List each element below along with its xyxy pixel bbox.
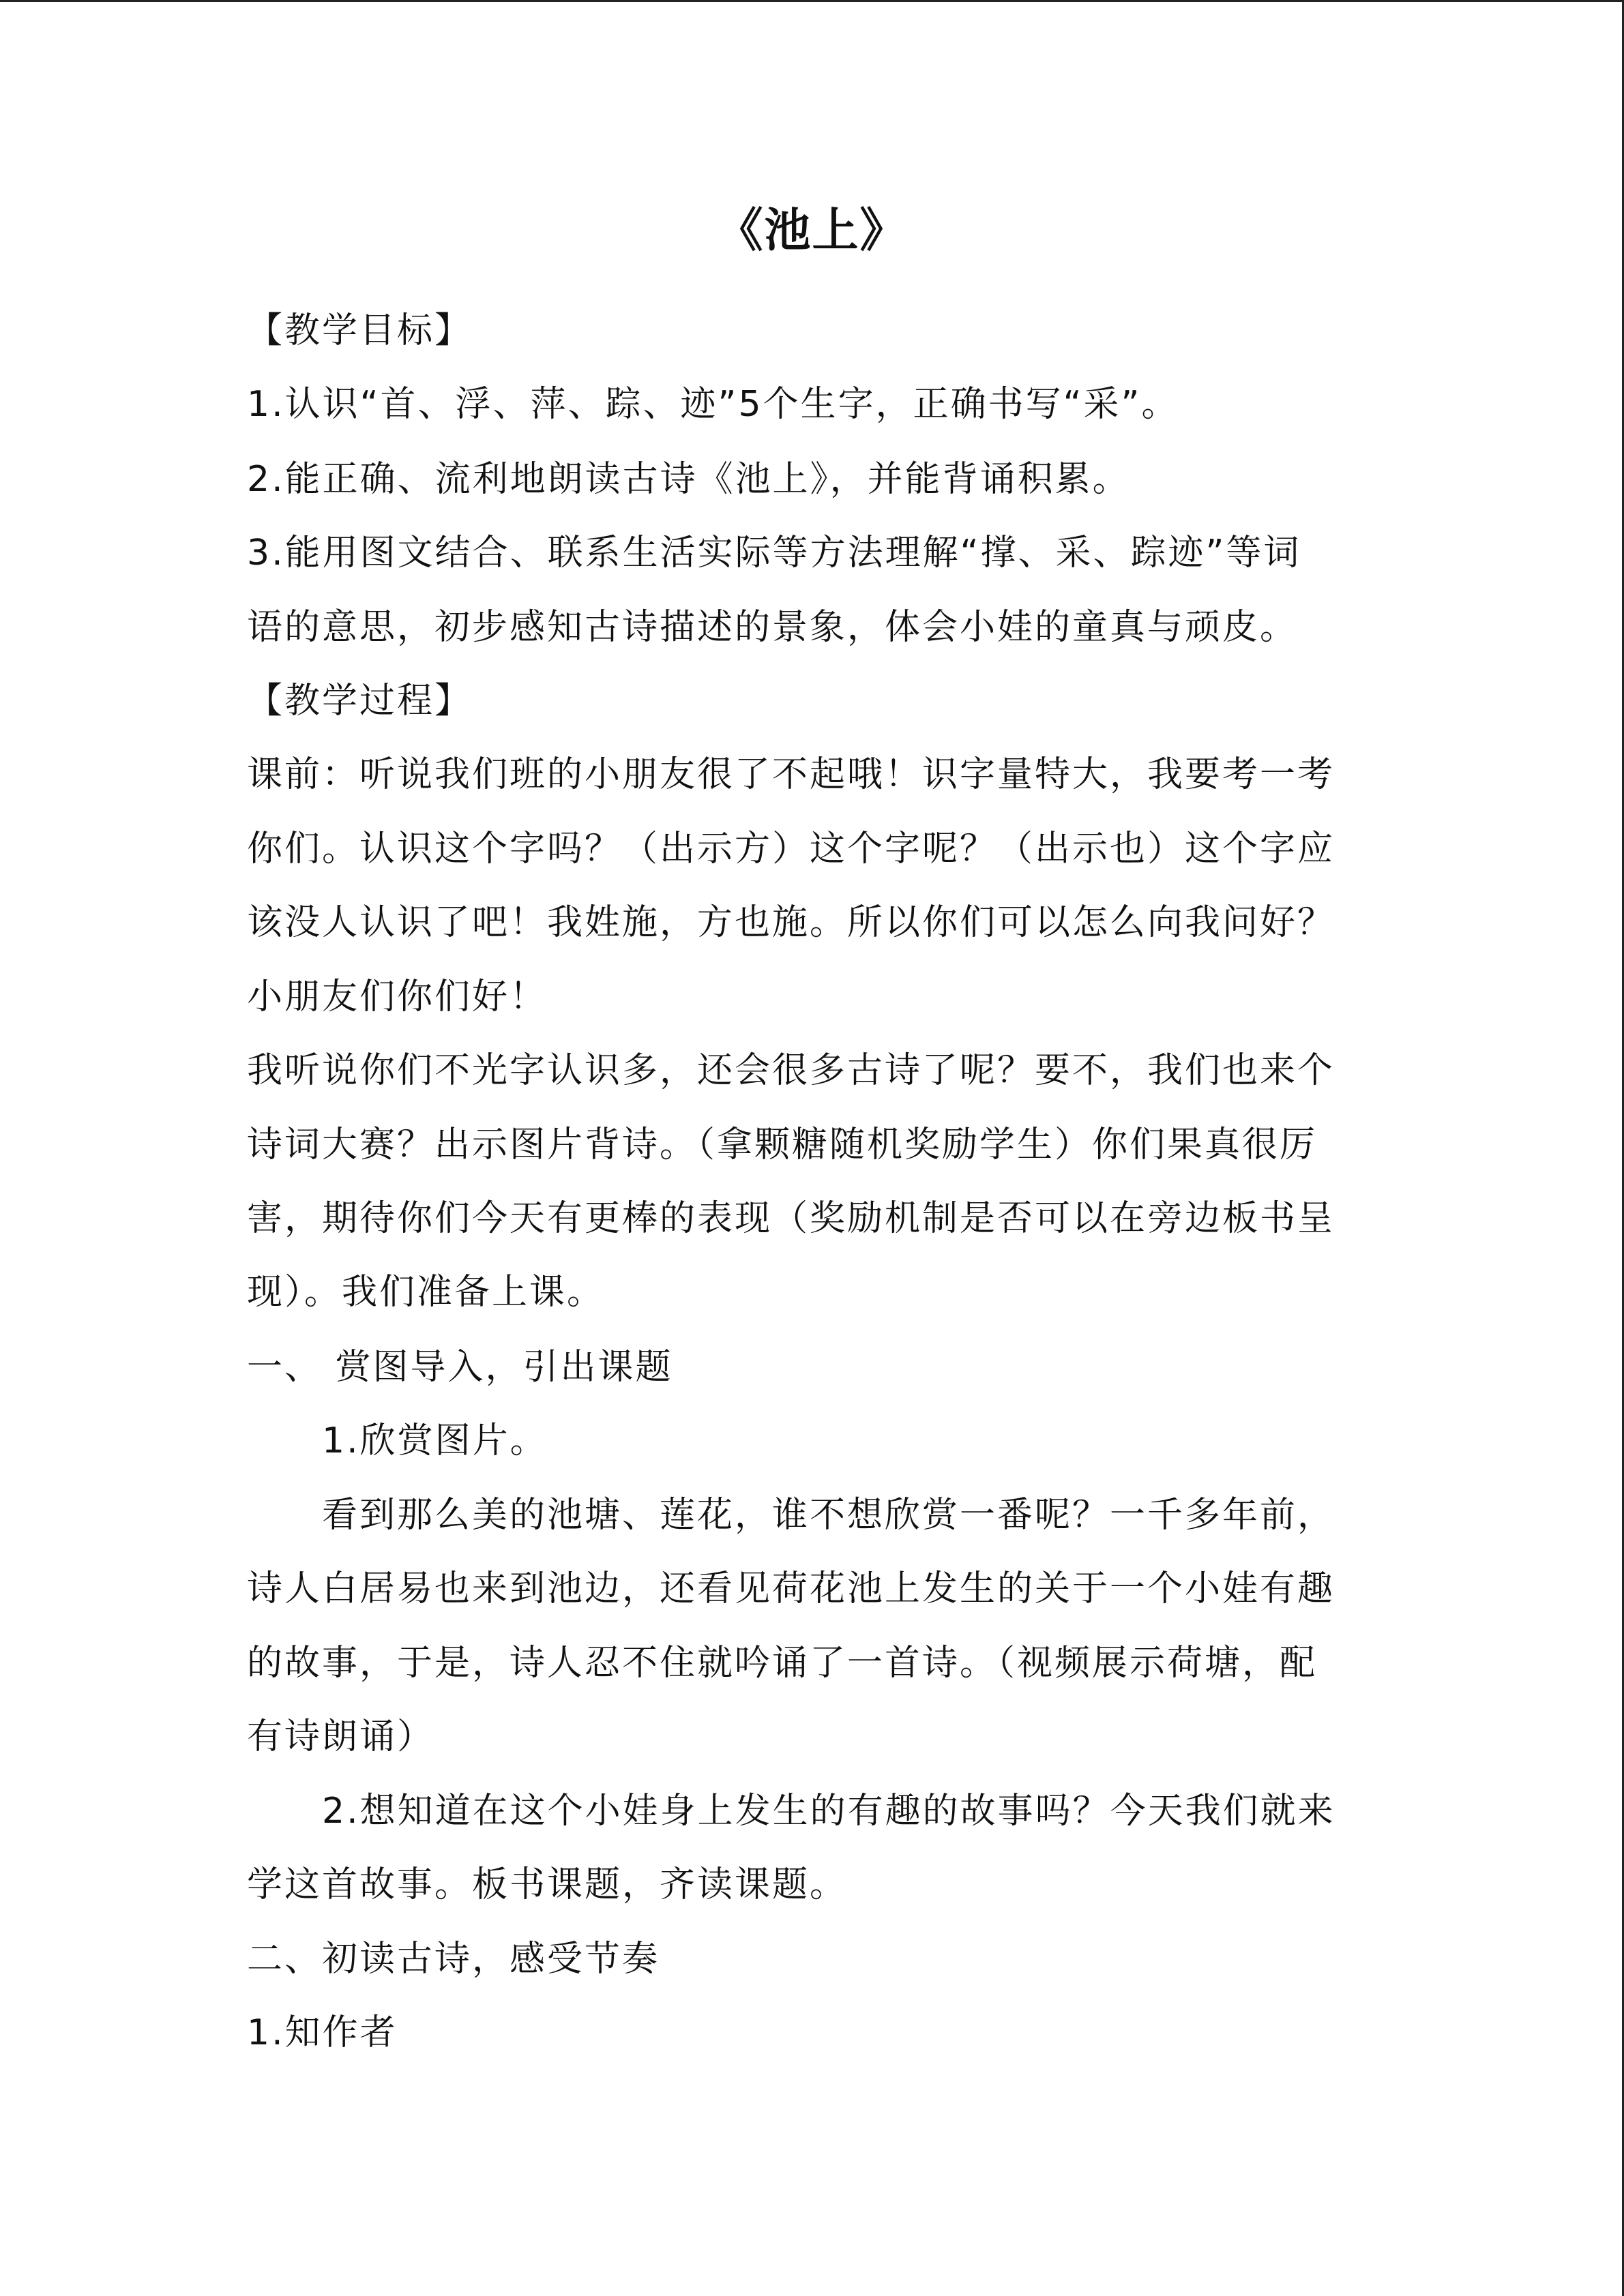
paragraph-line: 学这首故事。板书课题，齐读课题。 — [247, 1864, 848, 1905]
paragraph-line: 现）。我们准备上课。 — [247, 1272, 605, 1313]
section-heading-process: 【教学过程】 — [247, 681, 473, 721]
paragraph-line: 我听说你们不光字认识多，还会很多古诗了呢？要不，我们也来个 — [247, 1050, 1335, 1091]
step-heading: 1.欣赏图片。 — [322, 1420, 548, 1461]
paragraph-line: 诗人白居易也来到池边，还看见荷花池上发生的关于一个小娃有趣 — [247, 1568, 1335, 1609]
paragraph-line: 有诗朗诵） — [247, 1716, 435, 1757]
section-heading-two: 二、初读古诗，感受节奏 — [247, 1939, 660, 1980]
paragraph-line: 你们。认识这个字吗？（出示方）这个字呢？（出示也）这个字应 — [247, 829, 1335, 869]
paragraph-line: 看到那么美的池塘、莲花，谁不想欣赏一番呢？一千多年前， — [322, 1495, 1335, 1536]
paragraph-line: 小朋友们你们好！ — [247, 976, 548, 1017]
paragraph-line: 害，期待你们今天有更棒的表现（奖励机制是否可以在旁边板书呈 — [247, 1198, 1335, 1239]
paragraph-line: 的故事，于是，诗人忍不住就吟诵了一首诗。（视频展示荷塘，配 — [247, 1643, 1318, 1684]
page-title: 《池上》 — [716, 204, 908, 258]
objective-1: 1.认识“首、浮、萍、踪、迹”5个生字，正确书写“采”。 — [247, 384, 1179, 425]
paragraph-line: 课前：听说我们班的小朋友很了不起哦！识字量特大，我要考一考 — [247, 754, 1335, 795]
paragraph-line: 2.想知道在这个小娃身上发生的有趣的故事吗？今天我们就来 — [322, 1791, 1335, 1832]
section-heading-one: 一、 赏图导入，引出课题 — [247, 1347, 673, 1388]
step-heading: 1.知作者 — [247, 2012, 398, 2053]
paragraph-line: 该没人认识了吧！我姓施，方也施。所以你们可以怎么向我问好？ — [247, 902, 1335, 943]
objective-3-line-1: 3.能用图文结合、联系生活实际等方法理解“撑、采、踪迹”等词 — [247, 533, 1301, 573]
section-heading-objectives: 【教学目标】 — [247, 310, 473, 351]
paragraph-line: 诗词大赛？出示图片背诗。（拿颗糖随机奖励学生）你们果真很厉 — [247, 1124, 1318, 1165]
objective-3-line-2: 语的意思，初步感知古诗描述的景象，体会小娃的童真与顽皮。 — [247, 607, 1298, 648]
objective-2: 2.能正确、流利地朗读古诗《池上》，并能背诵积累。 — [247, 459, 1130, 500]
